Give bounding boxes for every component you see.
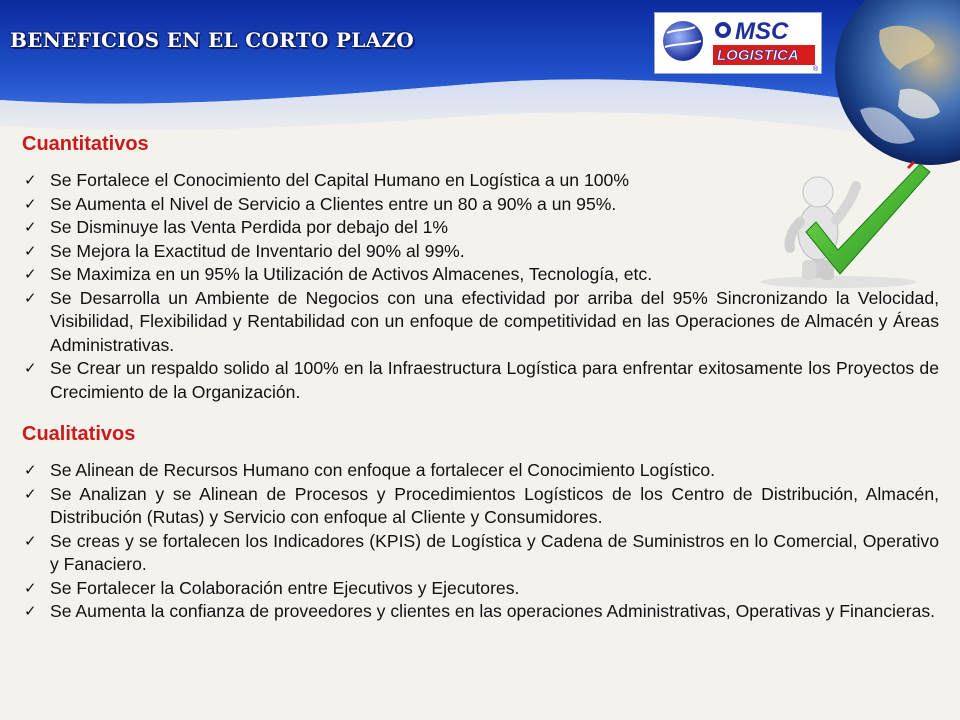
check-bullet-icon: ✓ (24, 578, 37, 597)
msc-logistica-logo (654, 12, 822, 74)
list-item-text: Se Aumenta el Nivel de Servicio a Clientes entre un 80 a 90% a un 95%. (50, 193, 617, 214)
check-bullet-icon: ✓ (24, 602, 37, 620)
list-item (22, 216, 939, 240)
list-item-text: Se Disminuye las Venta Perdida por debajo del 1% (50, 217, 449, 237)
check-bullet-icon: ✓ (24, 171, 37, 189)
slide-title: BENEFICIOS EN EL CORTO PLAZO (10, 28, 415, 52)
list-item-text: Se Aumenta la confianza de proveedores y clientes en las operaciones Administrativas, Operativas y Financieras. (50, 601, 936, 621)
list-item (22, 530, 939, 577)
check-bullet-icon: ✓ (24, 218, 37, 236)
list-item-text: Se Analizan y se Alinean de Procesos y Procedimientos Logísticos de los Centro de Distribución, Almacén, Distribución (Rutas) y Servicio con enfoque al Cliente y Consumidores. (50, 483, 939, 527)
list-item (22, 459, 939, 483)
list-item (22, 240, 939, 264)
slide-content (22, 130, 939, 624)
section-heading-cualitativos: Cualitativos (22, 423, 136, 445)
list-item (22, 263, 939, 287)
section-cualitativos (22, 422, 939, 624)
list-item (22, 483, 939, 530)
section-heading-cuantitativos: Cuantitativos (22, 133, 149, 155)
list-item-text: Se Crear un respaldo solido al 100% en la Infraestructura Logística para enfrentar exitosamente los Proyectos de Crecimiento de la Organización. (50, 358, 939, 402)
list-item (22, 600, 939, 624)
list-item-text: Se Alinean de Recursos Humano con enfoque a fortalecer el Conocimiento Logístico. (50, 460, 716, 480)
check-bullet-icon: ✓ (24, 241, 37, 260)
check-bullet-icon: ✓ (24, 359, 37, 377)
list-item-text: Se Mejora la Exactitud de Inventario del 90% al 99%. (50, 240, 465, 261)
list-item-text: Se creas y se fortalecen los Indicadores (KPIS) de Logística y Cadena de Suministros en lo Comercial, Operativo y Fanaciero. (50, 530, 939, 574)
list-item (22, 169, 939, 193)
msc-logo-icon (655, 13, 821, 73)
list-item (22, 357, 939, 404)
list-cuantitativos (22, 169, 939, 404)
list-item-text: Se Fortalece el Conocimiento del Capital Humano en Logística a un 100% (50, 170, 629, 190)
list-item-text: Se Fortalecer la Colaboración entre Ejecutivos y Ejecutores. (50, 577, 520, 598)
list-cualitativos (22, 459, 939, 624)
check-bullet-icon: ✓ (24, 531, 37, 550)
section-cuantitativos (22, 132, 939, 404)
list-item-text: Se Desarrolla un Ambiente de Negocios con una efectividad por arriba del 95% Sincronizando la Velocidad, Visibilidad, Flexibilidad y Rentabilidad con un enfoque de competitividad en las Operaciones de Almacén y Áreas Administrativas. (50, 287, 939, 355)
list-item (22, 287, 939, 358)
check-bullet-icon: ✓ (24, 288, 37, 307)
check-bullet-icon: ✓ (24, 265, 37, 283)
list-item-text: Se Maximiza en un 95% la Utilización de Activos Almacenes, Tecnología, etc. (50, 264, 653, 284)
logo-brand-text: MSC (735, 18, 789, 45)
logo-sub-text: LOGISTICA (717, 47, 799, 64)
check-bullet-icon: ✓ (24, 461, 37, 479)
check-bullet-icon: ✓ (24, 484, 37, 503)
logo-registered-mark: ® (813, 66, 819, 73)
check-bullet-icon: ✓ (24, 194, 37, 213)
list-item (22, 193, 939, 217)
list-item (22, 577, 939, 601)
